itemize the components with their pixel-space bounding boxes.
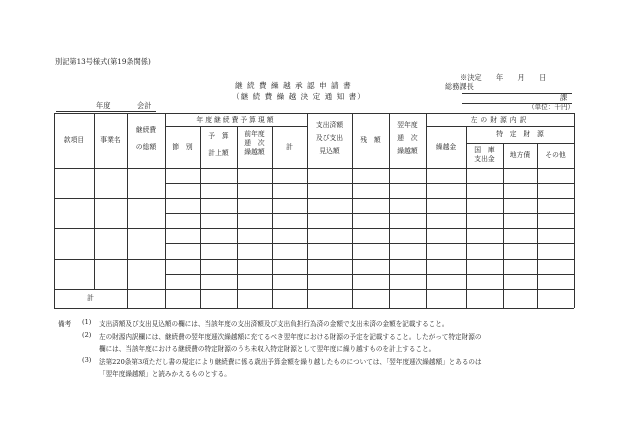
- note-3-text-line1: 法第220条第3項ただし書の規定により継続費に係る歳出予算金額を繰り越したものについては、「翌年度逓次繰越額」とあるのは: [99, 358, 482, 366]
- notes-label: 備考: [58, 320, 72, 328]
- header-budget: 予 算 計上額: [208, 132, 229, 157]
- header-bond: 地方債: [509, 151, 531, 159]
- header-total: 継続費 の総額: [135, 126, 157, 151]
- header-breakdown: 左の財源内訳: [470, 116, 530, 124]
- header-remaining: 残 額: [360, 136, 381, 144]
- year-underline: [56, 111, 156, 112]
- note-3-text-line2: 「翌年度繰越額」と読みかえるものとする。: [99, 370, 231, 378]
- header-national: 国 庫 支出金: [474, 146, 495, 163]
- note-2-text-line2: 欄には、当該年度における継続費の特定財源のうち未収入特定財源として翌年度に繰り越すものを計上すること。: [99, 345, 436, 353]
- note-3-number: (3): [82, 356, 92, 364]
- header-project: 事業名: [100, 136, 121, 144]
- account-label: 会計: [137, 101, 152, 110]
- header-next-carryover: 翌年度 逓 次 繰越額: [397, 121, 418, 155]
- header-other: その他: [545, 151, 566, 159]
- manager-label: 総務課長: [445, 82, 474, 91]
- signature-line: [462, 93, 572, 94]
- header-item: 款項目: [63, 136, 85, 144]
- form-title: 継 続 費 繰 越 承 認 申 請 書: [235, 81, 352, 90]
- header-carry-funds: 繰越金: [435, 143, 457, 151]
- note-2-text-line1: 左の財源内訳欄には、継続費の翌年度逓次繰越額に充てるべき翌年度における財源の予定を記載すること。したがって特定財源の: [99, 333, 482, 341]
- total-row-label: 計: [87, 294, 94, 302]
- header-specific-funds: 特 定 財 源: [496, 130, 544, 138]
- form-subtitle: （継 続 費 繰 越 決 定 通 知 書）: [232, 92, 366, 101]
- decision-date-label: ※決定 年 月 日: [460, 73, 547, 82]
- year-label: 年度: [96, 101, 111, 110]
- note-1-number: (1): [82, 318, 92, 326]
- form-reference: 別記第13号様式(第19条関係): [55, 57, 151, 66]
- header-prev-carryover: 前年度 逓 次 繰越額: [244, 130, 265, 156]
- note-2-number: (2): [82, 331, 92, 339]
- note-1-text: 支出済額及び支出見込額の欄には、当該年度の支出済額及び支出負担行為済の金額で支出未済の金額を記載すること。: [99, 320, 449, 328]
- unit-label: （単位：千円）: [528, 103, 575, 111]
- header-spent: 支出済額 及び支出 見込額: [315, 121, 344, 155]
- section-suffix: 課: [560, 93, 568, 102]
- header-sum: 計: [286, 143, 293, 151]
- header-section: 節 別: [172, 143, 193, 151]
- header-budget-group: 年度継続費予算現額: [196, 116, 276, 124]
